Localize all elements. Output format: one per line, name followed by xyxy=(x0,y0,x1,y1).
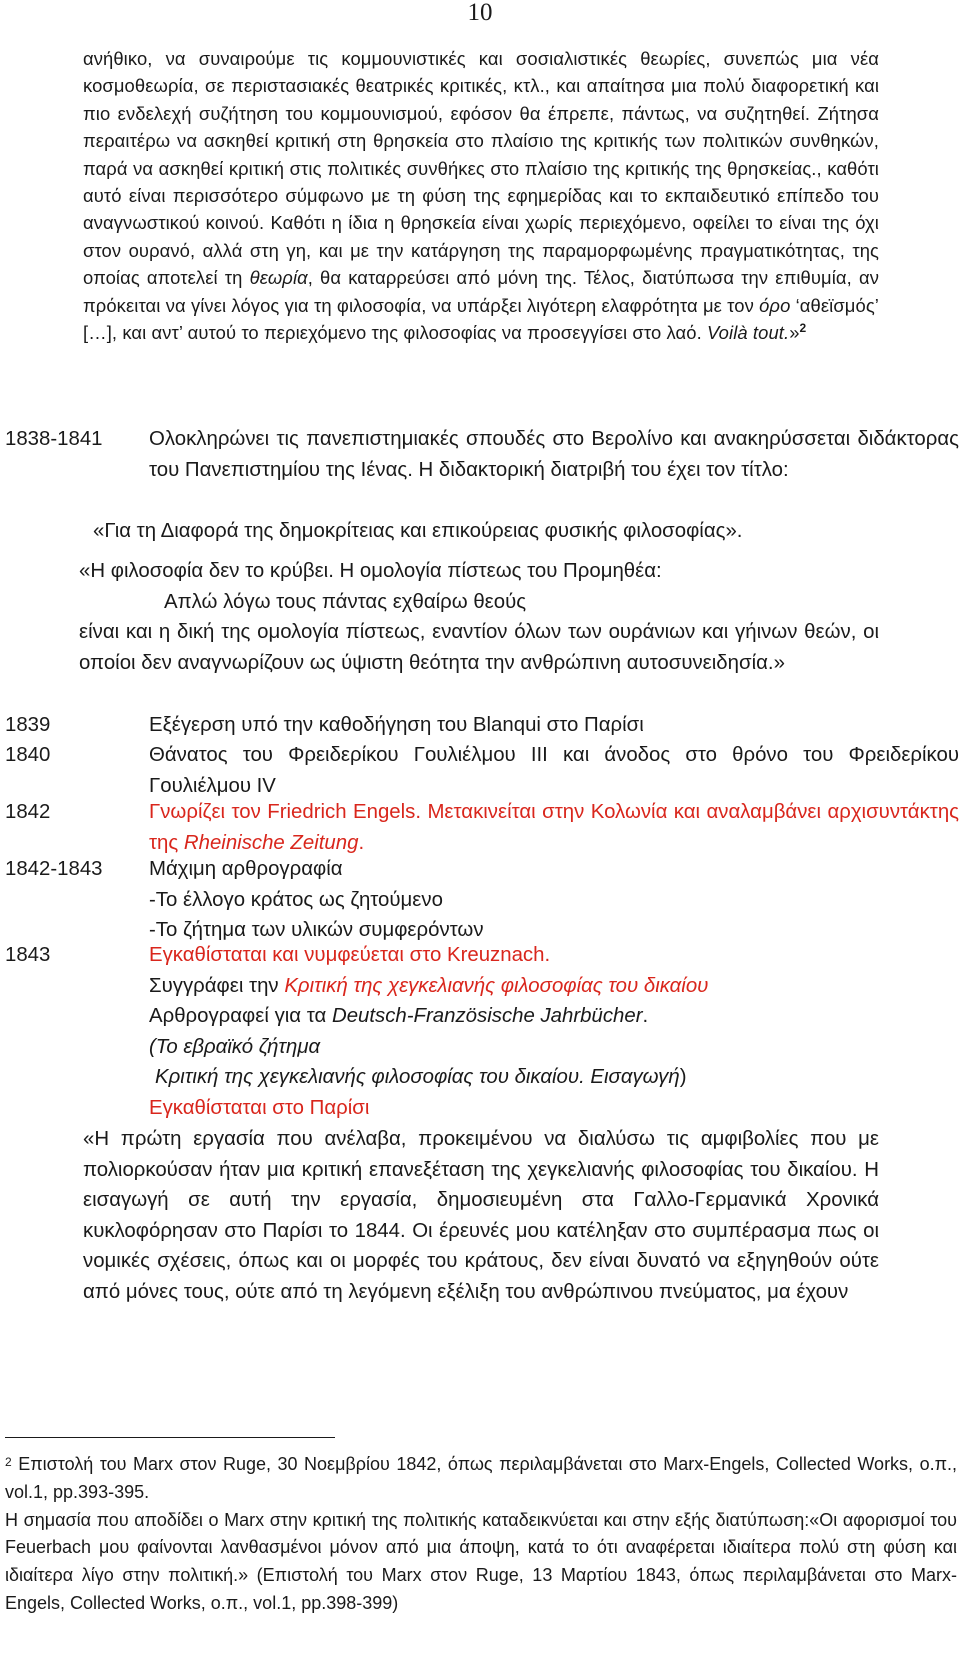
timeline-text-part: Γνωρίζει τον Friedrich Engels. Μετακινείται στην Κολωνία και αναλαμβάνει αρχισυντάκτης της xyxy=(149,801,959,854)
closing-quote: «Η πρώτη εργασία που ανέλαβα, προκειμένου να διαλύσω τις αμφιβολίες που με πολιορκούσαν ήταν μια κριτική επανεξέταση της χεγκελιανής φιλοσοφίας του δικαίου. Η εισαγωγή σε αυτή την εργασία, δημοσιευμένη στα Γαλλο-Γερμανικά Χρονικά κυκλοφόρησαν στο Παρίσι το 1844. Οι έρευνές μου κατέληξαν στο συμπέρασμα πως οι νομικές σχέσεις, όπως και οι μορφές του κράτους, δεν είναι δυνατό να εξηγηθούν ούτε από μόνες τους, ούτε από τη λεγόμενη εξέλιξη του ανθρώπινου πνεύματος, μα έχουν xyxy=(83,1128,879,1303)
timeline-year: 1843 xyxy=(5,944,51,966)
quote-close: » xyxy=(789,322,800,344)
quote-text: ‘αθεϊσμός’ […], και αντ’ αυτού το περιεχόμενο της φιλοσοφίας να προσεγγίσει στο λαό. xyxy=(83,294,879,344)
quote-text: ανήθικο, να συναιρούμε τις κομμουνιστικές και σοσιαλιστικές θεωρίες, συνεπώς μια νέα κοσμοθεωρία, σε περιστασιακές θεατρικές κριτικές, κτλ., και απαίτησα μια πολύ διαφορετική και πιο ενδελεχή συζήτηση του κομμουνισμού, εφόσον θα έπρεπε, πάντως, να συζητηθεί. Ζήτησα περαιτέρω να ασκηθεί κριτική στη θρησκεία στο πλαίσιο της κριτικής των πολιτικών συνθηκών, παρά να ασκηθεί κριτική στις πολιτικές συνθήκες στο πλαίσιο της κριτικής της θρησκείας., καθότι αυτό είναι περισσότερο σύμφωνο με τη φύση της εφημερίδας και το εκπαιδευτικό επίπεδο του αναγνωστικού κοινού. Καθότι η ίδια η θρησκεία είναι χωρίς περιεχόμενο, οφείλει το είναι της όχι στον ουρανό, αλλά στη γη, και με την κατάργηση της παραμορφωμένης πραγματικότητας, της οποίας αποτελεί τη xyxy=(83,48,879,289)
timeline-line: (Το εβραϊκό ζήτημα xyxy=(149,1035,321,1058)
footnote-mark: 2 xyxy=(5,1455,12,1469)
prometheus-quote xyxy=(79,556,879,678)
quote-italic-oro: όρο xyxy=(759,294,791,316)
work-title: Κριτική της χεγκελιανής φιλοσοφίας του δικαίου xyxy=(284,974,709,997)
work-title: Κριτική της χεγκελιανής φιλοσοφίας του δικαίου. Εισαγωγή xyxy=(155,1066,680,1088)
timeline-line: Μάχιμη αρθρογραφία xyxy=(149,858,343,880)
quote-line: «Η φιλοσοφία δεν το κρύβει. Η ομολογία πίστεως του Προμηθέα: xyxy=(79,560,662,582)
footnote-separator xyxy=(5,1437,335,1438)
timeline-line-part: Συγγράφει την xyxy=(149,974,285,997)
timeline-lines xyxy=(149,854,959,946)
timeline-year: 1842-1843 xyxy=(5,858,103,880)
timeline-line xyxy=(149,971,959,1002)
timeline-line: Εγκαθίσταται στο Παρίσι xyxy=(149,1096,370,1119)
quote-line: είναι και η δική της ομολογία πίστεως, εναντίον όλων των ουράνιων και γήινων θεών, οι οποίοι δεν αναγνωρίζουν ως ύψιστη θεότητα την ανθρώπινη αυτοσυνειδησία.» xyxy=(79,621,879,674)
timeline-text: Θάνατος του Φρειδερίκου Γουλιέλμου III και άνοδος στο θρόνο του Φρειδερίκου Γουλιέλμου IV xyxy=(149,744,959,797)
timeline-lines xyxy=(149,940,959,1123)
timeline-year: 1838-1841 xyxy=(5,428,103,450)
timeline-text: Εξέγερση υπό την καθοδήγηση του Blanqui στο Παρίσι xyxy=(149,714,644,736)
timeline-year: 1839 xyxy=(5,714,51,736)
timeline-line: Εγκαθίσταται και νυμφεύεται στο Kreuznach. xyxy=(149,944,551,966)
footnote-ref: 2 xyxy=(799,321,807,336)
footnote xyxy=(5,1451,957,1618)
timeline-text: Ολοκληρώνει τις πανεπιστημιακές σπουδές στο Βερολίνο και ανακηρύσσεται διδάκτορας του Πανεπιστημίου της Ιένας. Η διδακτορική διατριβή του έχει τον τίτλο: xyxy=(149,428,959,481)
quote-italic-theoria: θεωρία xyxy=(249,267,308,289)
timeline-text-end: . xyxy=(358,831,365,854)
dissertation-title: «Για τη Διαφορά της δημοκρίτειας και επικούρειας φυσικής φιλοσοφίας». xyxy=(93,520,743,542)
quote-text: , θα καταρρεύσει από μόνη της. Τέλος, διατύπωσα την επιθυμία, αν πρόκειται να γίνει λόγος για τη φιλοσοφία, να υπάρξει λιγότερη ελαφρότητα με τον xyxy=(83,267,879,316)
quote-italic-voila: Voilà tout. xyxy=(707,322,790,344)
newspaper-title: Rheinische Zeitung xyxy=(183,831,359,854)
timeline-line: -Το έλλογο κράτος ως ζητούμενο xyxy=(149,888,443,911)
timeline-text xyxy=(149,797,959,858)
timeline-line xyxy=(149,1001,959,1032)
opening-quote xyxy=(83,45,879,346)
timeline-line xyxy=(149,1062,959,1093)
timeline-line-part: ) xyxy=(679,1066,687,1088)
page-number: 10 xyxy=(467,0,493,26)
timeline-line-part: Αρθρογραφεί για τα xyxy=(149,1005,332,1027)
timeline-line: -Το ζήτημα των υλικών συμφερόντων xyxy=(149,919,484,941)
timeline-year: 1840 xyxy=(5,744,51,766)
journal-title: Deutsch-Französische Jahrbücher xyxy=(331,1005,643,1027)
footnote-text: Επιστολή του Marx στον Ruge, 30 Νοεμβρίου 1842, όπως περιλαμβάνεται στο Marx-Engels, Collected Works, ο.π., vol.1, pp.393-395. xyxy=(5,1454,957,1502)
quote-verse: Απλώ λόγω τους πάντας εχθαίρω θεούς xyxy=(164,590,527,613)
footnote-text: Η σημασία που αποδίδει ο Marx στην κριτική της πολιτικής καταδεικνύεται και στην εξής διατύπωση:«Οι αφορισμοί του Feuerbach μου φαίνονται λανθασμένοι μόνον από μια άποψη, κατά το ότι αναφέρεται ιδιαίτερα πολύ στη φύση και ιδιαίτερα λίγο στην πολιτική.» (Επιστολή του Marx στον Ruge, 13 Μαρτίου 1843, όπως περιλαμβάνεται στο Marx-Engels, Collected Works, ο.π., vol.1, pp.398-399) xyxy=(5,1509,957,1613)
timeline-year: 1842 xyxy=(5,801,51,823)
timeline-line-part: . xyxy=(642,1005,649,1027)
